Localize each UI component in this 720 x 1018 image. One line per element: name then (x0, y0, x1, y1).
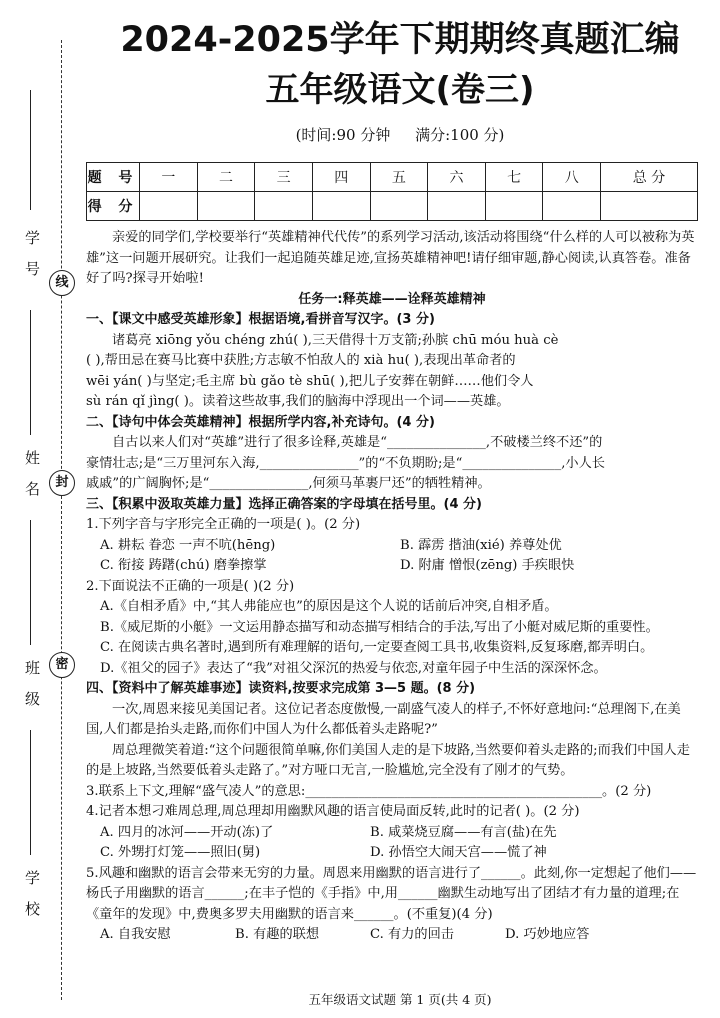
task-heading: 任务一:释英雄——诠释英雄精神 (298, 291, 486, 307)
question-5-options-row (86, 925, 698, 946)
score-col: 七 (485, 163, 543, 192)
option: D. 附庸 憎恨(zēng) 手疾眼快 (400, 558, 575, 573)
section-1-title: 一、【课文中感受英雄形象】根据语境,看拼音写汉字。(3 分) (86, 312, 435, 327)
section-3-title: 三、【积累中汲取英雄力量】选择正确答案的字母填在括号里。(4 分) (86, 496, 482, 512)
question-1-options-row (86, 556, 698, 577)
section-2-line: 豪情壮志;是“三万里河东入海,_______________”的“不负期盼;是“_______________,小人长 (86, 455, 605, 471)
score-col: 二 (197, 163, 255, 192)
score-table-score-row (87, 192, 698, 221)
exam-subtitle: 五年级语文(卷三) (265, 70, 535, 110)
score-row-label: 题 号 (87, 163, 140, 192)
mark-feng: 封 (49, 470, 75, 496)
question-2: 2.下面说法不正确的一项是( )(2 分) (86, 578, 295, 594)
score-table-header-row (87, 163, 698, 192)
score-col-total: 总 分 (601, 163, 698, 192)
score-col: 五 (370, 163, 428, 192)
section-1-line: 诸葛亮 xiōng yǒu chéng zhú( ),三天借得十万支箭;孙膑 chū móu huà cè (112, 332, 559, 348)
section-2-line: 戚戚”的广阔胸怀;是“_______________,何须马革裹尸还”的牺牲精神。 (86, 476, 491, 491)
option: C. 外甥打灯笼——照旧(舅) (100, 845, 261, 860)
option: A. 四月的冰河——开动(冻)了 (100, 824, 274, 840)
exam-content (86, 228, 698, 946)
exam-full-score: 满分:100 分) (415, 126, 505, 144)
option: B. 霹雳 揩油(xié) 养尊处优 (400, 537, 562, 553)
exam-time-score (80, 124, 720, 145)
section-2-title: 二、【诗句中体会英雄精神】根据所学内容,补充诗句。(4 分) (86, 414, 435, 430)
label-student-id: 学号 (23, 230, 41, 292)
score-col: 一 (140, 163, 198, 192)
field-line (30, 730, 31, 855)
option: B. 咸菜烧豆腐——有言(盐)在先 (370, 824, 557, 840)
score-col: 八 (543, 163, 601, 192)
score-cell[interactable] (428, 192, 486, 221)
option: D. 孙悟空大闹天宫——慌了神 (370, 845, 547, 860)
question-4-options-row (86, 843, 698, 864)
question-4-options-row (86, 823, 698, 844)
score-table (86, 162, 698, 221)
option: C. 衔接 踌躇(chú) 磨拳擦掌 (100, 558, 267, 573)
score-col: 四 (312, 163, 370, 192)
score-row-label: 得 分 (87, 192, 140, 221)
binding-dashed-line (61, 40, 62, 1000)
reading-paragraph: 周总理微笑着道:“这个问题很简单嘛,你们美国人走的是下坡路,当然要仰着头走路的;而我们中国人走的是上坡路,当然要低着头走路了。”对方哑口无言,一脸尴尬,完全没有了刚才的气势。 (86, 742, 690, 778)
option: D. 巧妙地应答 (505, 927, 590, 942)
score-cell[interactable] (370, 192, 428, 221)
option: D.《祖父的园子》表达了“我”对祖父深沉的热爱与依恋,对童年园子中生活的深深怀念。 (100, 660, 607, 676)
option: A. 耕耘 眷恋 一声不吭(hēng) (100, 537, 276, 553)
option: B. 有趣的联想 (235, 927, 320, 942)
section-2-line: 自古以来人们对“英雄”进行了很多诠释,英雄是“_______________,不破楼兰终不还”的 (112, 435, 603, 450)
field-line (30, 520, 31, 645)
question-4: 4.记者本想刁难周总理,周总理却用幽默风趣的语言使局面反转,此时的记者( )。(2 分) (86, 804, 580, 819)
section-1-line: wēi yán( )与坚定;毛主席 bù gǎo tè shū( ),把儿子安葬在朝鲜……他们令人 (86, 373, 534, 389)
question-3: 3.联系上下文,理解“盛气凌人”的意思:_____________________________________________。(2 分) (86, 783, 652, 799)
score-cell[interactable] (197, 192, 255, 221)
score-cell-total[interactable] (601, 192, 698, 221)
score-cell[interactable] (312, 192, 370, 221)
score-cell[interactable] (485, 192, 543, 221)
question-1: 1.下列字音与字形完全正确的一项是( )。(2 分) (86, 517, 361, 532)
mark-mi: 密 (49, 652, 75, 678)
question-1-options-row (86, 536, 698, 557)
score-cell[interactable] (543, 192, 601, 221)
option: C. 有力的回击 (370, 927, 454, 942)
section-1-line: sù rán qǐ jìng( )。读着这些故事,我们的脑海中浮现出一个词——英雄。 (86, 394, 510, 409)
intro-paragraph: 亲爱的同学们,学校要举行“英雄精神代代传”的系列学习活动,该活动将围绕“什么样的人可以被称为英雄”这一问题开展研究。让我们一起追随英雄足迹,宣扬英雄精神吧!请仔细审题,静心阅读,认真答卷。准备好了吗?探寻开始啦! (86, 230, 695, 286)
field-line (30, 310, 31, 435)
score-col: 三 (255, 163, 313, 192)
exam-time: (时间:90 分钟 (295, 126, 391, 144)
option: A.《自相矛盾》中,“其人弗能应也”的原因是这个人说的话前后冲突,自相矛盾。 (100, 599, 558, 614)
question-5: 5.风趣和幽默的语言会带来无穷的力量。周恩来用幽默的语言进行了______。此刻,你一定想起了他们——杨氏子用幽默的语言______;在丰子恺的《手指》中,用______幽默生动地写出了团结才有力量的道理;在《童年的发现》中,费奥多罗夫用幽默的语言来______。(不重复)(4 分) (86, 865, 697, 922)
option: C. 在阅读古典名著时,遇到所有难理解的语句,一定要查阅工具书,收集资料,反复琢磨,都弄明白。 (100, 640, 654, 655)
label-name: 姓名 (23, 450, 41, 512)
reading-paragraph: 一次,周恩来接见美国记者。这位记者态度傲慢,一副盛气凌人的样子,不怀好意地问:“总理阁下,在美国,人们都是抬头走路,而你们中国人为什么都低着头走路呢?” (86, 701, 681, 737)
page-footer: 五年级语文试题 第 1 页(共 4 页) (308, 992, 492, 1007)
binding-margin (0, 0, 75, 1018)
score-col: 六 (428, 163, 486, 192)
section-1-line: ( ),帮田忌在赛马比赛中获胜;方志敏不怕敌人的 xià hu( ),表现出革命者的 (86, 353, 516, 368)
exam-title: 2024-2025学年下期期终真题汇编 (120, 20, 680, 60)
field-line (30, 90, 31, 210)
score-cell[interactable] (255, 192, 313, 221)
label-school: 学校 (23, 870, 41, 932)
mark-xian: 线 (49, 270, 75, 296)
option: B.《威尼斯的小艇》一文运用静态描写和动态描写相结合的手法,写出了小艇对威尼斯的重要性。 (100, 619, 659, 635)
label-class: 班级 (23, 660, 41, 722)
section-4-title: 四、【资料中了解英雄事迹】读资料,按要求完成第 3—5 题。(8 分) (86, 681, 476, 696)
score-cell[interactable] (140, 192, 198, 221)
option: A. 自我安慰 (100, 927, 171, 942)
